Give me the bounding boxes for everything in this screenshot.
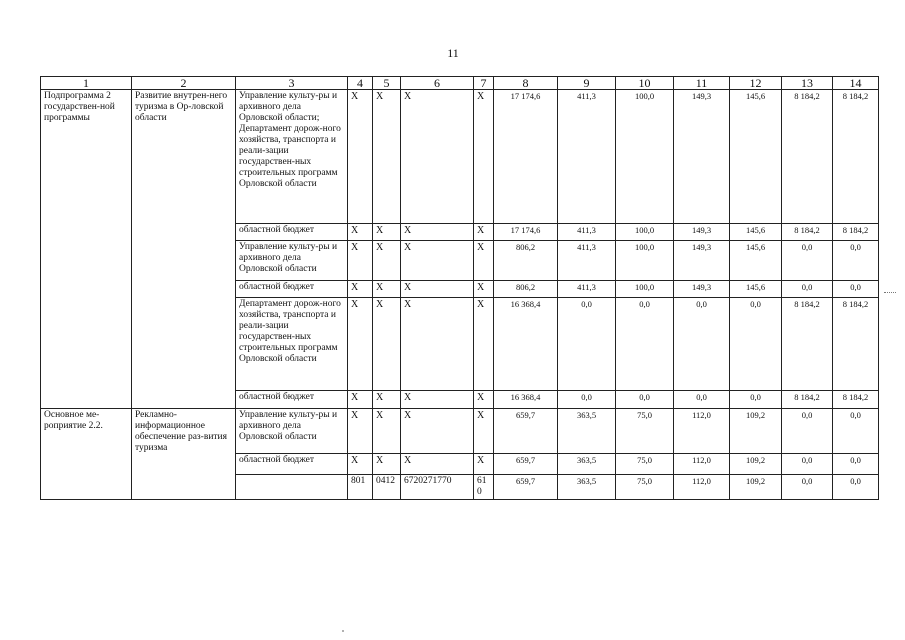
value-cell: 149,3: [674, 281, 730, 298]
program-title-cell: Развитие внутрен-него туризма в Ор-ловской области: [132, 90, 236, 409]
executor-cell: Управление культу-ры и архивного дела Орловской области: [236, 409, 348, 454]
col-header-3: 3: [236, 77, 348, 90]
col-header-2: 2: [132, 77, 236, 90]
value-total-cell: 659,7: [494, 454, 558, 475]
value-cell: 145,6: [730, 281, 782, 298]
scan-artifact: [884, 292, 896, 297]
scan-artifact: [342, 630, 344, 632]
value-cell: 149,3: [674, 224, 730, 241]
value-cell: 0,0: [616, 391, 674, 409]
value-cell: 75,0: [616, 409, 674, 454]
value-cell: 8 184,2: [782, 391, 833, 409]
value-total-cell: 806,2: [494, 281, 558, 298]
value-cell: 112,0: [674, 454, 730, 475]
value-cell: 0,0: [674, 391, 730, 409]
value-cell: 363,5: [558, 454, 616, 475]
value-cell: 100,0: [616, 224, 674, 241]
value-cell: 100,0: [616, 281, 674, 298]
rzpr-cell: X: [373, 281, 401, 298]
value-cell: 100,0: [616, 241, 674, 281]
executor-cell: Управление культу-ры и архивного дела Орловской области: [236, 241, 348, 281]
csr-cell: X: [401, 298, 474, 391]
value-cell: 8 184,2: [833, 391, 879, 409]
value-cell: 75,0: [616, 475, 674, 500]
col-header-4: 4: [348, 77, 373, 90]
value-cell: 363,5: [558, 409, 616, 454]
grbs-cell: X: [348, 454, 373, 475]
executor-cell: Департамент дорож-ного хозяйства, транспорта и реали-зации государствен-ных строительных программ Орловской области: [236, 298, 348, 391]
value-cell: 0,0: [616, 298, 674, 391]
rzpr-cell: 0412: [373, 475, 401, 500]
value-cell: 0,0: [730, 298, 782, 391]
col-header-12: 12: [730, 77, 782, 90]
value-total-cell: 806,2: [494, 241, 558, 281]
vr-cell: X: [474, 454, 494, 475]
rzpr-cell: X: [373, 409, 401, 454]
csr-cell: X: [401, 454, 474, 475]
rzpr-cell: X: [373, 90, 401, 224]
vr-cell: 610: [474, 475, 494, 500]
rzpr-cell: X: [373, 391, 401, 409]
csr-cell: X: [401, 281, 474, 298]
value-total-cell: 16 368,4: [494, 298, 558, 391]
measure-title-cell: Рекламно-информационное обеспечение раз-вития туризма: [132, 409, 236, 500]
rzpr-cell: X: [373, 298, 401, 391]
value-cell: 149,3: [674, 90, 730, 224]
table-row: [41, 409, 879, 454]
executor-cell: Управление культу-ры и архивного дела Орловской области; Департамент дорож-ного хозяйства, транспорта и реали-зации государствен-ных строительных программ Орловской области: [236, 90, 348, 224]
value-total-cell: 17 174,6: [494, 224, 558, 241]
col-header-9: 9: [558, 77, 616, 90]
value-total-cell: 16 368,4: [494, 391, 558, 409]
value-total-cell: 17 174,6: [494, 90, 558, 224]
budget-source-cell: областной бюджет: [236, 454, 348, 475]
rzpr-cell: X: [373, 454, 401, 475]
value-cell: 411,3: [558, 224, 616, 241]
value-cell: 109,2: [730, 454, 782, 475]
value-cell: 0,0: [833, 281, 879, 298]
page-number: 11: [447, 46, 459, 60]
csr-cell: X: [401, 241, 474, 281]
value-cell: 109,2: [730, 475, 782, 500]
value-cell: 145,6: [730, 241, 782, 281]
col-header-14: 14: [833, 77, 879, 90]
measure-name-cell: Основное ме-роприятие 2.2.: [41, 409, 132, 500]
rzpr-cell: X: [373, 241, 401, 281]
budget-source-cell: областной бюджет: [236, 224, 348, 241]
csr-cell: X: [401, 224, 474, 241]
value-cell: 0,0: [833, 475, 879, 500]
grbs-cell: X: [348, 281, 373, 298]
grbs-cell: 801: [348, 475, 373, 500]
table-row: [41, 90, 879, 224]
budget-source-cell: областной бюджет: [236, 391, 348, 409]
col-header-8: 8: [494, 77, 558, 90]
value-cell: 0,0: [558, 298, 616, 391]
rzpr-cell: X: [373, 224, 401, 241]
value-cell: 0,0: [782, 409, 833, 454]
value-cell: 0,0: [782, 475, 833, 500]
value-total-cell: 659,7: [494, 475, 558, 500]
column-number-row: [41, 77, 879, 90]
col-header-13: 13: [782, 77, 833, 90]
csr-cell: X: [401, 409, 474, 454]
vr-cell: X: [474, 90, 494, 224]
vr-cell: X: [474, 241, 494, 281]
value-cell: 112,0: [674, 409, 730, 454]
grbs-cell: X: [348, 298, 373, 391]
value-cell: 0,0: [558, 391, 616, 409]
budget-source-cell: областной бюджет: [236, 281, 348, 298]
col-header-6: 6: [401, 77, 474, 90]
grbs-cell: X: [348, 241, 373, 281]
value-cell: 363,5: [558, 475, 616, 500]
grbs-cell: X: [348, 90, 373, 224]
value-cell: 109,2: [730, 409, 782, 454]
vr-cell: X: [474, 298, 494, 391]
grbs-cell: X: [348, 409, 373, 454]
value-cell: 0,0: [674, 298, 730, 391]
value-cell: 145,6: [730, 90, 782, 224]
value-cell: 0,0: [833, 409, 879, 454]
grbs-cell: X: [348, 391, 373, 409]
col-header-7: 7: [474, 77, 494, 90]
vr-cell: X: [474, 409, 494, 454]
value-cell: 0,0: [833, 241, 879, 281]
value-cell: 411,3: [558, 90, 616, 224]
value-total-cell: 659,7: [494, 409, 558, 454]
col-header-5: 5: [373, 77, 401, 90]
value-cell: 0,0: [833, 454, 879, 475]
program-name-cell: Подпрограмма 2 государствен-ной программы: [41, 90, 132, 409]
value-cell: 8 184,2: [833, 298, 879, 391]
value-cell: 0,0: [782, 241, 833, 281]
value-cell: 411,3: [558, 281, 616, 298]
csr-cell: X: [401, 90, 474, 224]
value-cell: 0,0: [782, 281, 833, 298]
value-cell: 411,3: [558, 241, 616, 281]
value-cell: 8 184,2: [782, 224, 833, 241]
csr-cell: 6720271770: [401, 475, 474, 500]
budget-source-cell: [236, 475, 348, 500]
col-header-1: 1: [41, 77, 132, 90]
vr-cell: X: [474, 391, 494, 409]
value-cell: 145,6: [730, 224, 782, 241]
value-cell: 100,0: [616, 90, 674, 224]
csr-cell: X: [401, 391, 474, 409]
col-header-11: 11: [674, 77, 730, 90]
value-cell: 149,3: [674, 241, 730, 281]
vr-cell: X: [474, 224, 494, 241]
col-header-10: 10: [616, 77, 674, 90]
value-cell: 8 184,2: [782, 298, 833, 391]
grbs-cell: X: [348, 224, 373, 241]
value-cell: 0,0: [782, 454, 833, 475]
value-cell: 8 184,2: [833, 224, 879, 241]
budget-table: [40, 76, 879, 500]
value-cell: 112,0: [674, 475, 730, 500]
value-cell: 75,0: [616, 454, 674, 475]
vr-cell: X: [474, 281, 494, 298]
value-cell: 8 184,2: [782, 90, 833, 224]
value-cell: 0,0: [730, 391, 782, 409]
value-cell: 8 184,2: [833, 90, 879, 224]
